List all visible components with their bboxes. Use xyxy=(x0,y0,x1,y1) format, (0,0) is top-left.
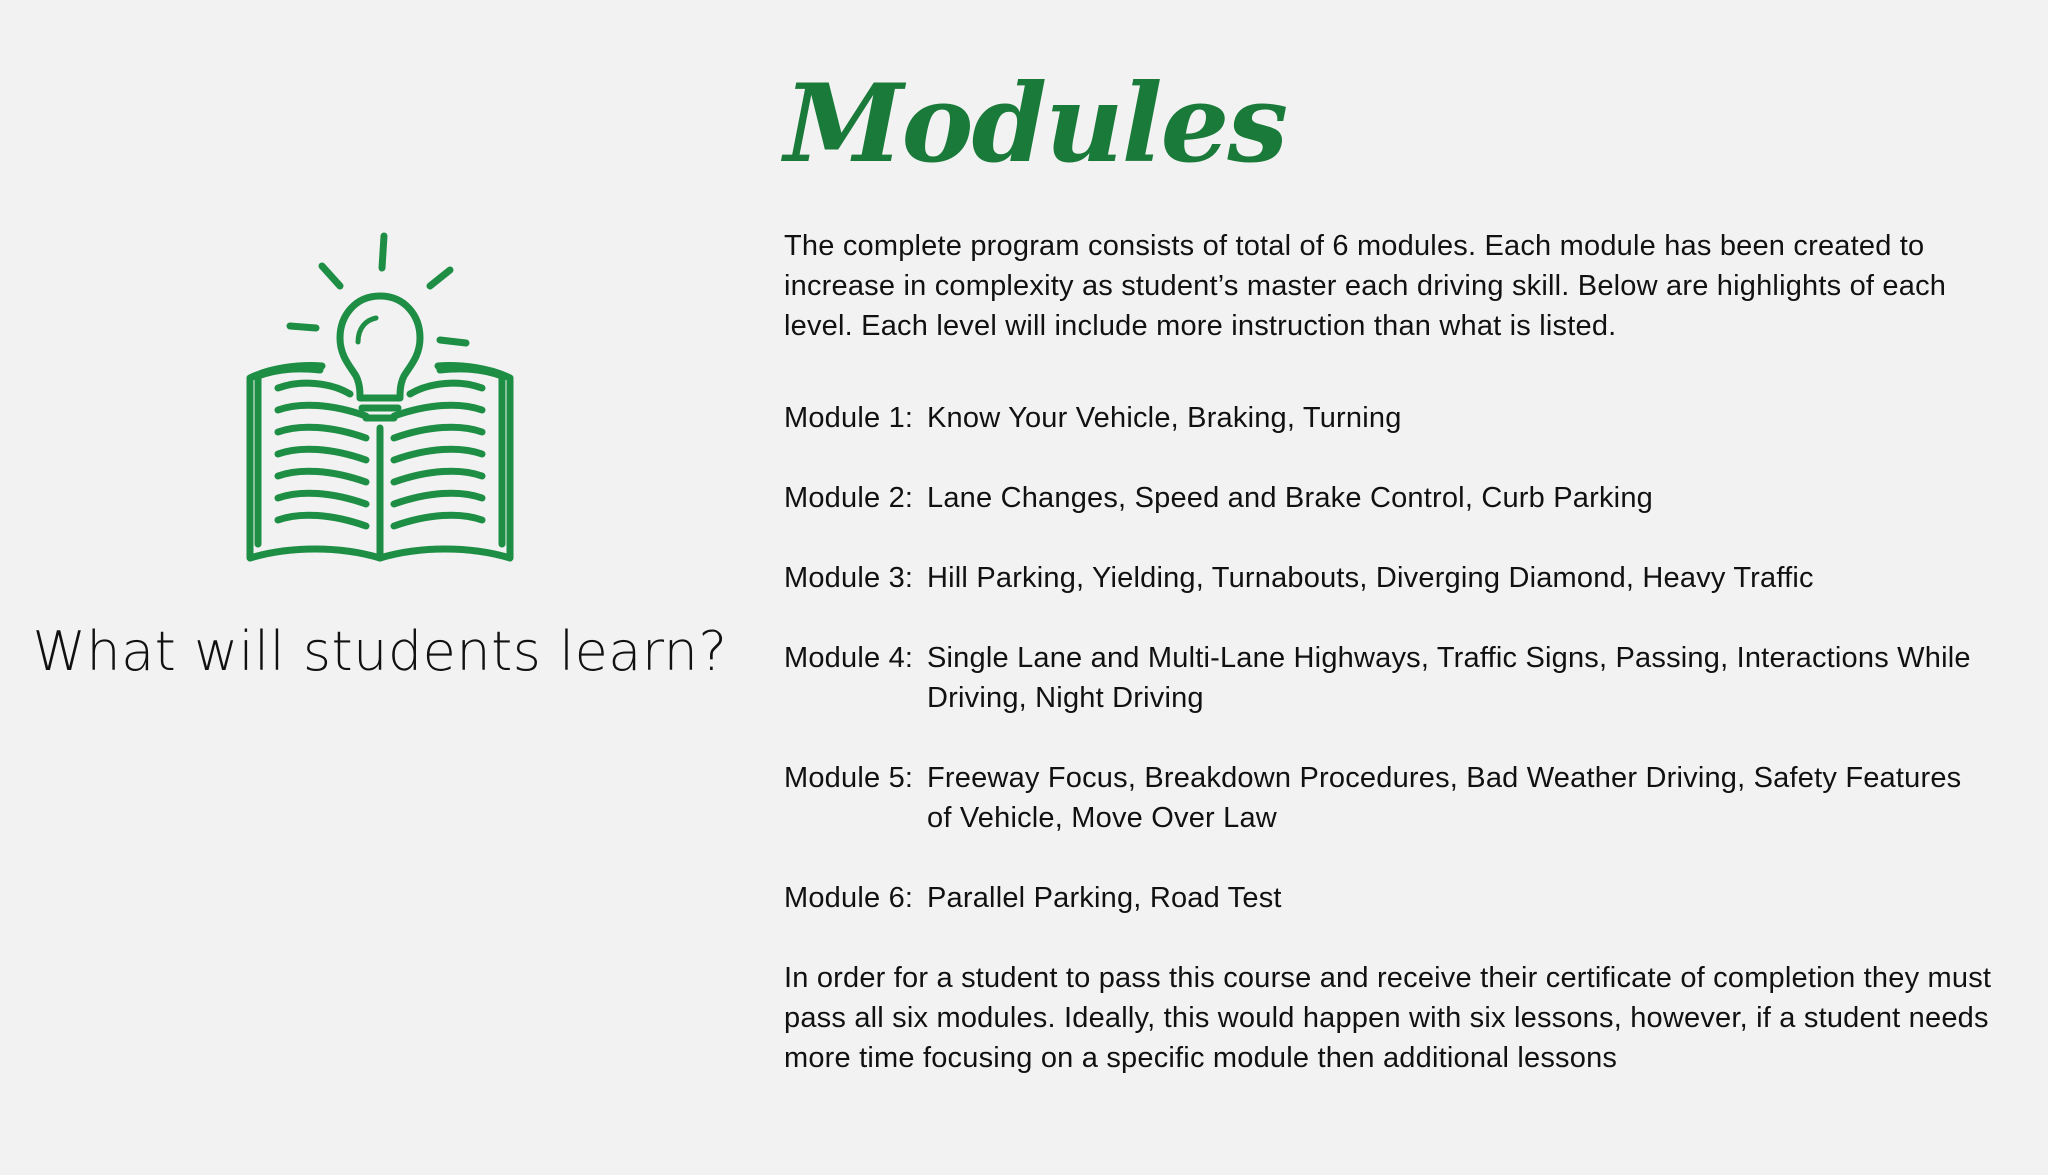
module-label: Module 5: xyxy=(784,761,914,794)
module-text: Lane Changes, Speed and Brake Control, Curb Parking xyxy=(927,481,1653,514)
module-label: Module 4: xyxy=(784,641,914,674)
outro-paragraph: In order for a student to pass this course and receive their certificate of completion they must pass all six modules. Ideally, this would happen with six lessons, however, if a student needs more time focusing on a specific module then additional lessons xyxy=(784,961,1992,1074)
module-item xyxy=(784,758,1994,838)
module-item xyxy=(784,478,1994,518)
module-item xyxy=(784,638,1994,718)
module-label: Module 3: xyxy=(784,561,914,594)
module-text: Parallel Parking, Road Test xyxy=(927,881,1282,914)
question-heading: What will students learn? xyxy=(32,620,728,683)
module-label: Module 1: xyxy=(784,401,914,434)
module-item xyxy=(784,398,1994,438)
intro-paragraph: The complete program consists of total of 6 modules. Each module has been created to increase in complexity as student’s master each driving skill. Below are highlights of each level. Each level will include more instruction than what is listed. xyxy=(784,229,1947,342)
open-book-lightbulb-icon xyxy=(240,228,520,568)
module-label: Module 6: xyxy=(784,881,914,914)
module-text: Hill Parking, Yielding, Turnabouts, Diverging Diamond, Heavy Traffic xyxy=(927,561,1814,594)
module-item xyxy=(784,558,1994,598)
module-item xyxy=(784,878,1994,918)
module-text: Freeway Focus, Breakdown Procedures, Bad Weather Driving, Safety Features of Vehicle, Move Over Law xyxy=(927,761,1962,834)
main-content xyxy=(784,60,1994,1078)
page-title: Modules xyxy=(784,61,1287,187)
left-panel xyxy=(0,0,760,1175)
module-text: Single Lane and Multi-Lane Highways, Traffic Signs, Passing, Interactions While Driving, Night Driving xyxy=(927,641,1971,714)
module-text: Know Your Vehicle, Braking, Turning xyxy=(927,401,1402,434)
module-label: Module 2: xyxy=(784,481,914,514)
